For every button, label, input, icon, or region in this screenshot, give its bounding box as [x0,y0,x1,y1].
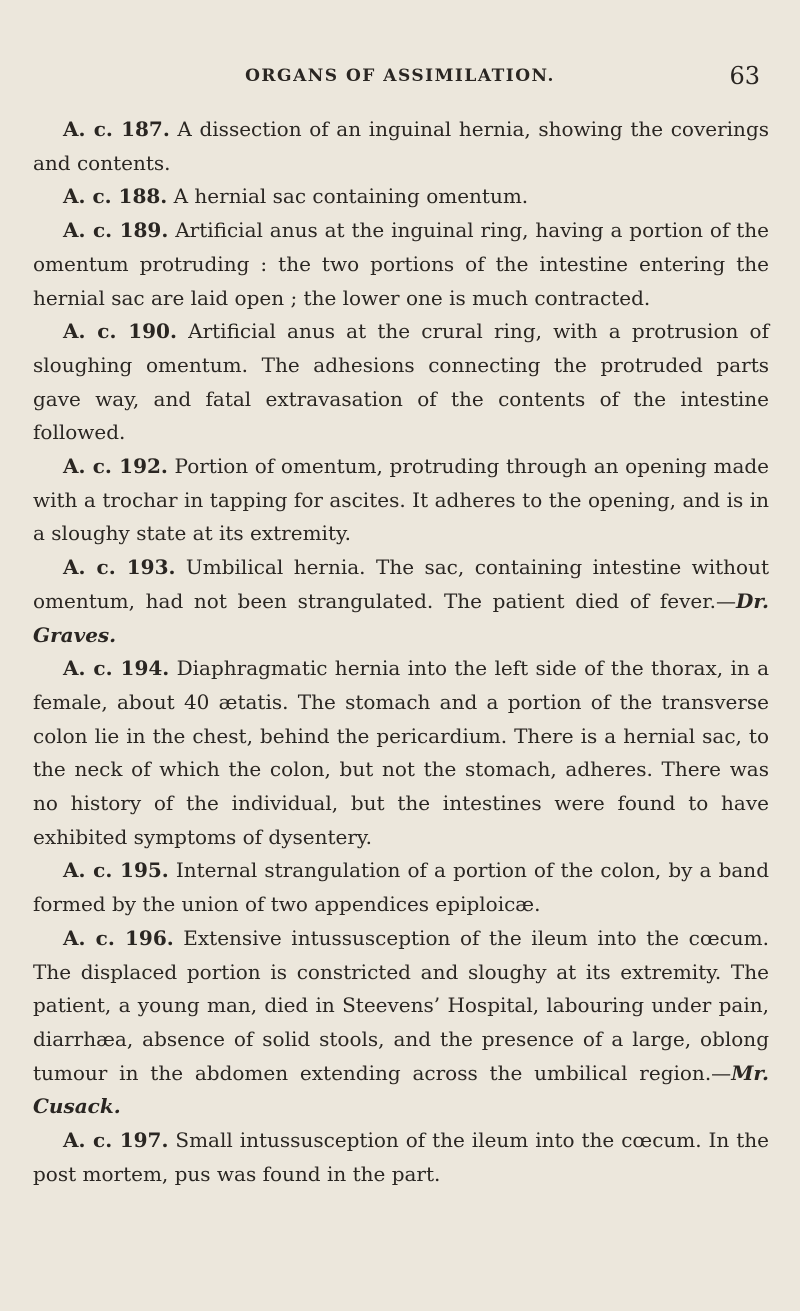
catalogue-entry [33,551,769,652]
specimen-label: A. c. 196. [63,925,174,950]
entry-description: Extensive intussusception of the ileum into the cœcum. The displaced portion is constricted and sloughy at its extremity. The patient, a young man, died in Steevens’ Hospital, labouring under pain, diarrhæa, absence of solid stools, and the presence of a large, oblong tumour in the abdomen extending across the umbilical region.— [33,925,770,1085]
entry-description: Artificial anus at the crural ring, with a protrusion of sloughing omentum. The adhesions connecting the protruded parts gave way, and fatal extravasation of the contents of the intestine followed. [33,319,770,445]
page-number: 63 [729,62,760,90]
catalogue-entry [33,113,769,180]
entry-description: Umbilical hernia. The sac, containing intestine without omentum, had not been strangulated. The patient died of fever.— [33,555,769,613]
catalogue-entry [33,922,769,1124]
specimen-label: A. c. 197. [63,1128,169,1153]
specimen-label: A. c. 187. [63,117,170,141]
running-title: ORGANS OF ASSIMILATION. [245,66,555,86]
specimen-label: A. c. 193. [63,555,176,580]
entry-description: Portion of omentum, protruding through an opening made with a trochar in tapping for ascites. It adheres to the opening, and is in a sloughy state at its extremity. [33,454,770,546]
running-head [0,62,800,96]
entry-description: Small intussusception of the ileum into the cœcum. In the post mortem, pus was found in the part. [33,1128,770,1186]
specimen-label: A. c. 189. [63,218,169,243]
entry-description: Artificial anus at the inguinal ring, having a portion of the omentum protruding : the two portions of the intestine entering the hernial sac are laid open ; the lower one is much contracted. [33,218,769,310]
catalogue-entries [33,113,769,1192]
specimen-label: A. c. 190. [63,319,177,344]
contributor-attribution: Dr. Graves. [33,588,769,647]
catalogue-entry [33,180,769,214]
specimen-label: A. c. 194. [63,656,170,681]
specimen-label: A. c. 188. [63,184,168,209]
specimen-label: A. c. 195. [63,858,169,883]
catalogue-entry [33,854,769,921]
catalogue-entry [33,214,769,315]
catalogue-entry [33,1124,769,1191]
entry-description: A hernial sac containing omentum. [173,184,529,209]
entry-description: A dissection of an inguinal hernia, showing the coverings and contents. [33,117,770,175]
entry-description: Diaphragmatic hernia into the left side of the thorax, in a female, about 40 ætatis. The stomach and a portion of the transverse colon lie in the chest, behind the pericardium. There is a hernial sac, to the neck of which the colon, but not the stomach, adheres. There was no history of the individual, but the intestines were found to have exhibited symptoms of dysentery. [33,656,769,849]
catalogue-entry [33,652,769,854]
specimen-label: A. c. 192. [63,454,168,479]
catalogue-entry [33,315,769,450]
entry-description: Internal strangulation of a portion of the colon, by a band formed by the union of two appendices epiploicæ. [33,858,769,917]
contributor-attribution: Mr. Cusack. [33,1060,769,1119]
catalogue-entry [33,450,769,551]
